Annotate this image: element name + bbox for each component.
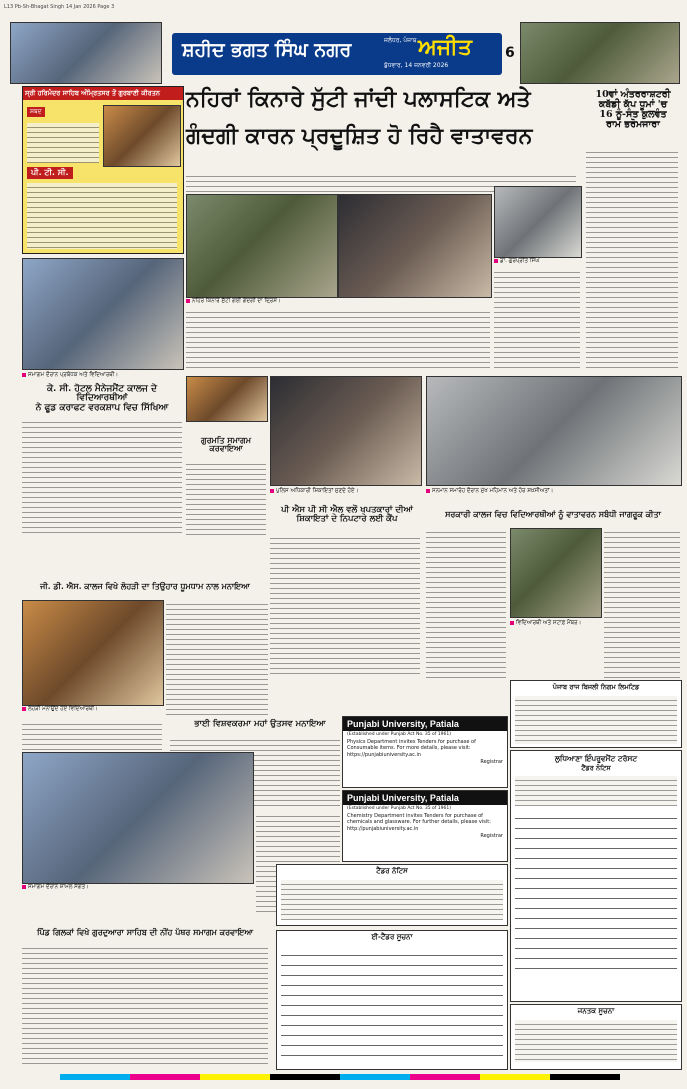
college-text-left <box>426 528 506 678</box>
college-caption: ਵਿਦਿਆਰਥੀ ਅਤੇ ਸਟਾਫ਼ ਮੈਂਬਰ। <box>510 620 600 627</box>
hotel-caption: ਸਮਾਗਮ ਦੌਰਾਨ ਪ੍ਰਬੰਧਕ ਅਤੇ ਵਿਦਿਆਰਥੀ। <box>22 372 182 379</box>
left-ad-text <box>27 123 99 163</box>
right-tender-intro <box>515 776 677 806</box>
group-caption: ਸਮਾਗਮ ਦੌਰਾਨ ਸ਼ਾਮਲ ਸੰਗਤ। <box>22 884 252 891</box>
lohri-caption: ਲੋਹੜੀ ਮਨਾਉਂਦੇ ਹੋਏ ਵਿਦਿਆਰਥੀ। <box>22 706 162 713</box>
lead-text-right <box>494 268 580 368</box>
award-photo <box>426 376 682 486</box>
right-top-notice-title: ਪੰਜਾਬ ਰਾਜ ਬਿਜਲੀ ਨਿਗਮ ਲਿਮਟਿਡ <box>552 683 640 691</box>
right-tender-notice <box>510 750 682 1002</box>
left-ad-channel: ਪੀ. ਟੀ. ਸੀ. <box>27 167 73 179</box>
right-brief-headline <box>586 90 680 130</box>
pu-ad-2-text: Chemistry Department invites Tenders for purchase of chemicals and glassware. For further details, please visit: http://punjabiuniversity.ac.in <box>347 813 491 832</box>
left-ad-title: ਸ੍ਰੀ ਹਰਿਮੰਦਰ ਸਾਹਿਬ ਅੰਮ੍ਰਿਤਸਰ ਤੋਂ ਗੁਰਬਾਣੀ ਕੀਰਤਨ <box>23 87 183 100</box>
right-brief-text <box>586 148 678 370</box>
left-ad <box>22 86 184 254</box>
lead-photo-2 <box>338 194 492 298</box>
right-tender-title: ਲੁਧਿਆਣਾ ਇੰਪਰੂਵਮੈਂਟ ਟਰੱਸਟ <box>554 754 638 763</box>
pu-ad-1 <box>342 716 508 788</box>
lead-headline <box>186 88 581 148</box>
page-number: 6 <box>505 45 515 61</box>
color-registration-bar <box>60 1074 620 1080</box>
bottom-center-title: ਈ-ਟੈਂਡਰ ਸੂਚਨਾ <box>371 933 413 941</box>
left-ad-text-2 <box>27 183 177 249</box>
lohri-headline: ਜੀ. ਡੀ. ਐਸ. ਕਾਲਜ ਵਿਖੇ ਲੋਹੜੀ ਦਾ ਤਿਉਹਾਰ ਧੂਮਧਾਮ ਨਾਲ ਮਨਾਇਆ <box>40 581 250 591</box>
vishwakarma-headline: ਭਾਈ ਵਿਸ਼ਵਕਰਮਾ ਮਹਾਂ ਉਤਸਵ ਮਨਾਇਆ <box>194 719 326 729</box>
lead-headline-line2: ਗੰਦਗੀ ਕਾਰਨ ਪ੍ਰਦੂਸ਼ਿਤ ਹੋ ਰਿਹੈ ਵਾਤਾਵਰਨ <box>186 123 533 150</box>
cake-photo <box>186 376 268 422</box>
right-top-notice-text <box>515 696 677 744</box>
camp-text <box>270 534 420 674</box>
bottom-center-notice <box>276 930 508 1070</box>
header-photo-right <box>520 22 680 84</box>
bottom-right-title: ਜਨਤਕ ਸੂਚਨਾ <box>577 1007 615 1015</box>
gurdwara-text <box>22 944 268 1064</box>
hotel-text <box>22 418 182 536</box>
lead-photo-1 <box>186 194 338 298</box>
bottom-right-notice <box>510 1004 682 1070</box>
police-photo <box>270 376 422 486</box>
header-photo-left <box>10 22 162 84</box>
lead-headline-line1: ਨਹਿਰਾਂ ਕਿਨਾਰੇ ਸੁੱਟੀ ਜਾਂਦੀ ਪਲਾਸਟਿਕ ਅਤੇ <box>186 86 531 112</box>
right-brief-line4: ਰਾਮ ਭਰੋਮਜਾਰਾ <box>606 118 660 130</box>
group-text-top <box>22 720 162 750</box>
right-brief-line3: 16 ਨੂੰ-ਸੰਤ ਕੁਲਵੰਤ <box>599 108 667 120</box>
cake-text <box>186 460 266 536</box>
bottom-right-text <box>515 1020 677 1062</box>
masthead-title: ਸ਼ਹੀਦ ਭਗਤ ਸਿੰਘ ਨਗਰ <box>182 39 352 61</box>
award-caption: ਸਨਮਾਨ ਸਮਾਰੋਹ ਦੌਰਾਨ ਮੁੱਖ ਮਹਿਮਾਨ ਅਤੇ ਹੋਰ ਸ਼ਖ਼ਸੀਅਤਾਂ। <box>426 488 680 495</box>
hotel-headline <box>22 385 182 413</box>
hotel-headline-line1: ਕੇ. ਸੀ. ਹੋਟਲ ਮੈਨੇਜਮੈਂਟ ਕਾਲਜ ਦੇ ਵਿਦਿਆਰਥੀਆਂ <box>47 384 157 404</box>
college-photo <box>510 528 602 618</box>
cake-headline-line2: ਕਰਵਾਇਆ <box>209 443 243 454</box>
pu-ad-1-sub: (Established under Punjab Act No. 35 of 1961) <box>347 732 452 737</box>
lohri-photo <box>22 600 164 706</box>
right-brief-line1: 10ਵਾਂ ਅੰਤਰਰਾਸ਼ਟਰੀ <box>595 89 671 100</box>
group-photo <box>22 752 254 884</box>
pu-ad-1-name: Punjabi University, Patiala <box>343 717 507 731</box>
lohri-text <box>166 600 268 716</box>
lead-photo-caption: ਨਹਿਰ ਕਿਨਾਰੇ ਸੁੱਟੀ ਗਈ ਗੰਦਗੀ ਦਾ ਦ੍ਰਿਸ਼। <box>186 298 486 305</box>
right-top-notice <box>510 680 682 748</box>
camp-headline-line2: ਸ਼ਿਕਾਇਤਾਂ ਦੇ ਨਿਪਟਾਰੇ ਲਈ ਕੈਂਪ <box>296 513 398 524</box>
pu-ad-2-name: Punjabi University, Patiala <box>343 791 507 805</box>
lead-text-bottom <box>186 308 490 372</box>
center-tender-notice <box>276 864 508 926</box>
pu-ad-2-sub: (Established under Punjab Act No. 35 of 1961) <box>347 806 452 811</box>
left-ad-photo <box>103 105 181 167</box>
masthead-date: ਬੁੱਧਵਾਰ, 14 ਜਨਵਰੀ 2026 <box>384 62 449 69</box>
gurdwara-headline: ਪਿੰਡ ਗਿਲਕਾਂ ਵਿਖੇ ਗੁਰਦੁਆਰਾ ਸਾਹਿਬ ਦੀ ਨੀਂਹ ਪੱਥਰ ਸਮਾਗਮ ਕਰਵਾਇਆ <box>36 927 254 937</box>
college-text-right <box>604 528 680 678</box>
college-headline: ਸਰਕਾਰੀ ਕਾਲਜ ਵਿਚ ਵਿਦਿਆਰਥੀਆਂ ਨੂੰ ਵਾਤਾਵਰਨ ਸਬੰਧੀ ਜਾਗਰੂਕ ਕੀਤਾ <box>445 509 661 519</box>
center-tender-text <box>281 880 503 920</box>
police-caption: ਪੁਲਿਸ ਅਧਿਕਾਰੀ ਸ਼ਿਕਾਇਤਾਂ ਸੁਣਦੇ ਹੋਏ। <box>270 488 420 495</box>
masthead <box>172 33 502 75</box>
center-tender-title: ਟੈਂਡਰ ਨੋਟਿਸ <box>376 867 408 875</box>
lead-inset-caption: ਡਾ. ਗੁਰਪ੍ਰੀਤ ਸਿੰਘ <box>494 258 580 265</box>
hotel-photo <box>22 258 184 370</box>
camp-headline <box>272 506 422 524</box>
pu-ad-2 <box>342 790 508 862</box>
left-ad-tag: ਸ਼ਬਦ <box>27 107 45 117</box>
masthead-logo: ਅਜੀਤ <box>418 34 472 60</box>
cake-headline <box>186 436 266 453</box>
right-tender-sub: ਟੈਂਡਰ ਨੋਟਿਸ <box>581 764 611 772</box>
hotel-headline-line2: ਨੇ ਫੂਡ ਕਰਾਫਟ ਵਰਕਸ਼ਾਪ ਵਿਚ ਸਿੱਖਿਆ <box>35 402 169 413</box>
cake-headline-line1: ਗੁਰਮਤਿ ਸਮਾਗਮ <box>201 435 251 445</box>
lead-inset-photo <box>494 186 582 258</box>
pu-ad-1-text: Physics Department invites Tenders for purchase of Consumable items. For more details, please visit: https://punjabiuniversity.ac.in <box>347 739 476 758</box>
bottom-center-table <box>281 946 503 1056</box>
right-tender-table <box>515 809 677 969</box>
pu-ad-1-label: Registrar <box>480 758 503 765</box>
trim-line: L13 Pb-Sh-Bhagat Singh 14 Jan 2026 Page 3 <box>4 4 115 10</box>
camp-headline-line1: ਪੀ ਐਸ ਪੀ ਸੀ ਐਲ ਵਲੋਂ ਖਪਤਕਾਰਾਂ ਦੀਆਂ <box>281 505 413 515</box>
masthead-edition: ਜਲੰਧਰ, ਪੰਜਾਬ <box>384 37 417 44</box>
pu-ad-2-label: Registrar <box>480 832 503 839</box>
right-brief-line2: ਕਬੱਡੀ ਕੱਪ ਧੂਮਾਂ 'ਚ <box>598 98 668 110</box>
